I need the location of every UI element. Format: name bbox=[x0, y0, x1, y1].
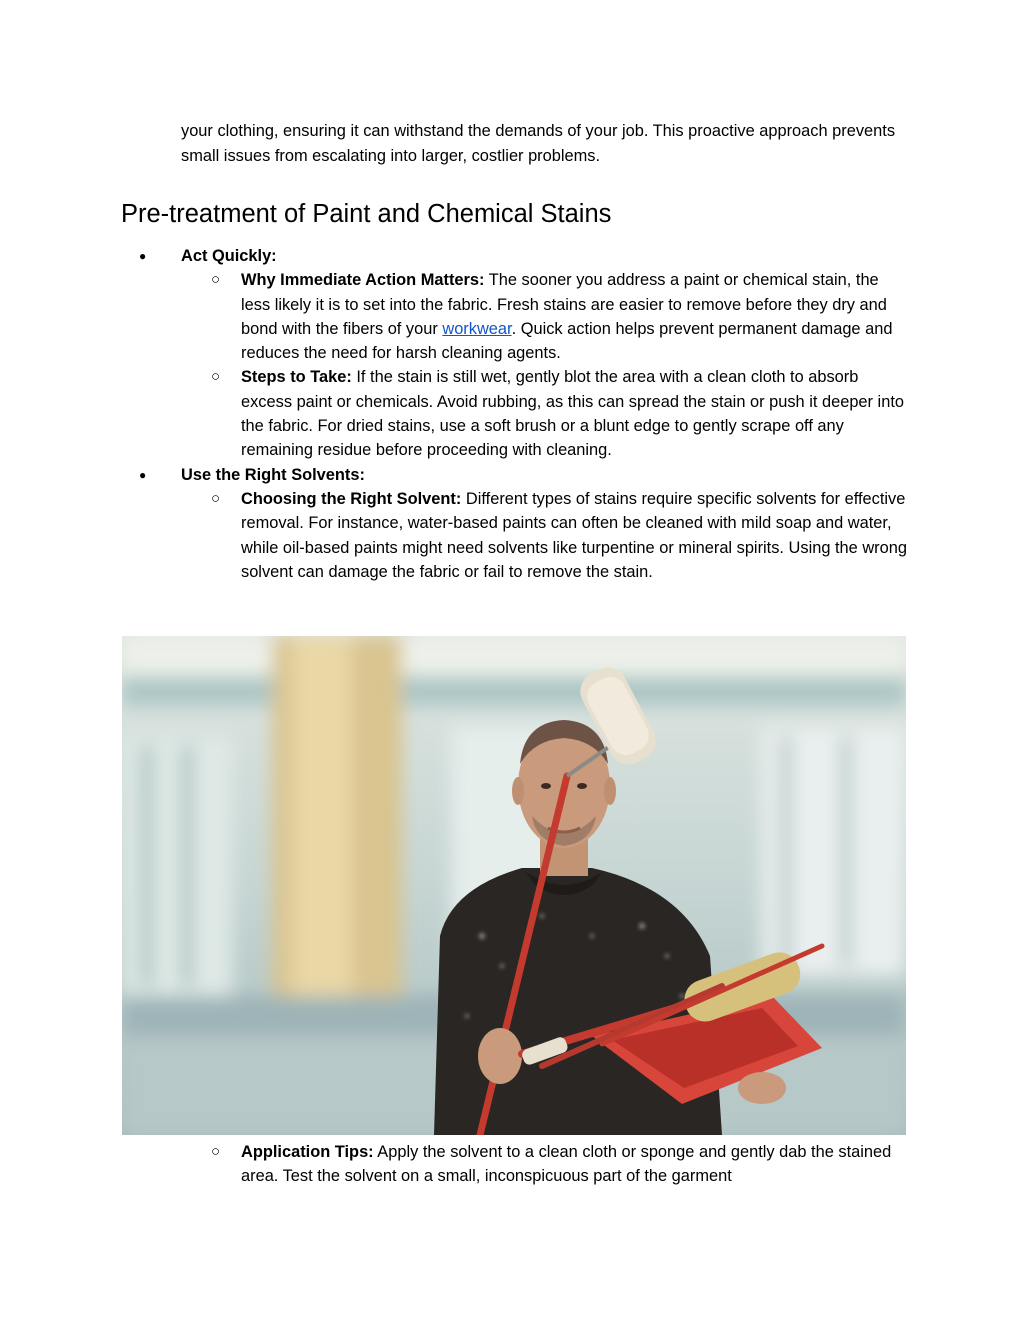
list-item-why-immediate bbox=[181, 268, 911, 365]
why-label: Why Immediate Action Matters: bbox=[241, 271, 485, 290]
bullet-icon: ● bbox=[139, 249, 147, 263]
act-quickly-sublist bbox=[181, 268, 911, 462]
bullet-icon: ● bbox=[139, 467, 147, 482]
intro-paragraph: your clothing, ensuring it can withstand the demands of your job. This proactive approach prevents small issues from escalating into larger, costlier problems. bbox=[181, 122, 896, 165]
application-label: Application Tips: bbox=[241, 1143, 374, 1161]
application-list bbox=[181, 1140, 911, 1189]
steps-label: Steps to Take: bbox=[241, 368, 352, 387]
painter-photo-illustration bbox=[122, 636, 906, 1135]
why-text-2: . Quick action helps prevent permanent damage and reduces the need for harsh cleaning agents. bbox=[241, 319, 893, 363]
list-item-act-quickly bbox=[121, 244, 911, 463]
choosing-label: Choosing the Right Solvent: bbox=[241, 489, 462, 508]
list-item-steps bbox=[181, 365, 911, 462]
sub-bullet-icon: ○ bbox=[211, 489, 221, 507]
why-text-1: The sooner you address a paint or chemical stain, the less likely it is to set into the fabric. Fresh stains are easier to remove before they dry and bond with the fibers of your bbox=[241, 271, 887, 338]
painter-photo bbox=[122, 636, 906, 1135]
sub-bullet-icon: ○ bbox=[211, 1143, 221, 1160]
main-bullet-list bbox=[121, 244, 911, 584]
section-heading: Pre-treatment of Paint and Chemical Stains bbox=[121, 200, 612, 228]
steps-text: If the stain is still wet, gently blot the area with a clean cloth to absorb excess paint or chemicals. Avoid rubbing, as this can spread the stain or push it deeper into the fabric. For dried stains, use a soft brush or a blunt edge to gently scrape off any remaining residue before proceeding with cleaning. bbox=[241, 368, 904, 460]
workwear-link[interactable]: workwear bbox=[442, 319, 512, 338]
choosing-text: Different types of stains require specific solvents for effective removal. For instance, water-based paints can often be cleaned with mild soap and water, while oil-based paints might need solvents like turpentine or mineral spirits. Using the wrong solvent can damage the fabric or fail to remove the stain. bbox=[241, 489, 907, 581]
solvents-sublist bbox=[181, 487, 911, 584]
list-item-application bbox=[181, 1140, 911, 1189]
list-item-choosing bbox=[181, 487, 911, 584]
solvents-label: Use the Right Solvents: bbox=[181, 465, 365, 484]
hand-left bbox=[478, 1028, 522, 1084]
list-item-solvents bbox=[121, 463, 911, 584]
act-quickly-label: Act Quickly: bbox=[181, 247, 277, 265]
sub-bullet-icon: ○ bbox=[211, 368, 221, 386]
sub-bullet-icon: ○ bbox=[211, 271, 221, 289]
application-text: Apply the solvent to a clean cloth or sponge and gently dab the stained area. Test the solvent on a small, inconspicuous part of the garment bbox=[241, 1143, 892, 1186]
